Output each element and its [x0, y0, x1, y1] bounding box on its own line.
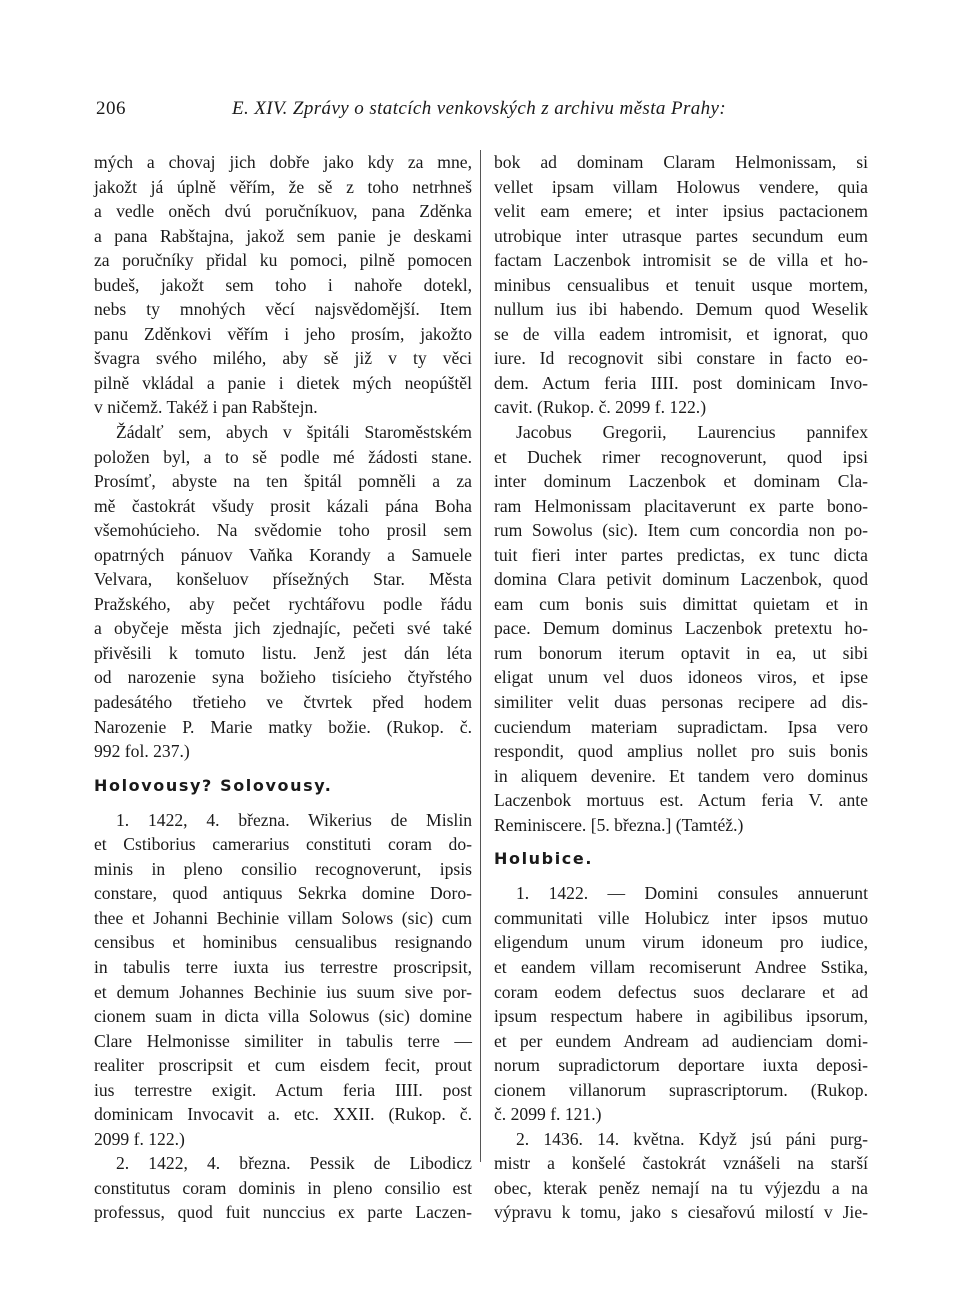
text-line: Prosímť, abyste na ten špitál pomněli a za — [94, 471, 472, 492]
text-line: Pražského, aby pečet rychtářovu podle řádu — [94, 593, 472, 614]
text-line: in aliquem devenire. Et tandem vero dominus — [494, 765, 868, 786]
text-line: rum bonorum iterum optavit in ea, ut sibi — [494, 642, 868, 663]
text-line: in tabulis terre iuxta ius terrestre proscripsit, — [94, 956, 472, 977]
text-line: mých a chovaj jich dobře jako kdy za mne, — [94, 152, 472, 172]
text-line: nullum ius ibi habendo. Demum quod Weselik — [494, 299, 868, 320]
text-line: ius terrestre exigit. Actum feria IIII. post — [94, 1079, 472, 1100]
text-line: ram Helmonissam placitaverunt ex parte bono- — [494, 495, 868, 516]
section-heading: Holovousy? Solovousy. — [94, 775, 333, 795]
text-line: švagra svého milého, aby sě již v ty věci — [94, 348, 472, 369]
text-line: výpravu k tomu, jako s ciesařovú milostí v Jie- — [494, 1202, 868, 1223]
text-line: a vedle oněch dvú poručníkuov, pana Zděnka — [94, 201, 472, 222]
text-line: Žádalť sem, abych v špitáli Staroměstském — [116, 422, 472, 443]
text-line: similiter velit duas personas recipere ad dis- — [494, 692, 868, 713]
text-line: bok ad dominam Claram Helmonissam, si — [494, 152, 868, 172]
text-line: coram eodem defectus suos declarare et ad — [494, 981, 868, 1002]
text-line: et eandem villam recomiserunt Andree Sstika, — [494, 956, 868, 977]
text-line: opatrných pánuov Vaňka Korandy a Samuele — [94, 544, 472, 565]
text-line: utrobique inter utrasque partes secundum eum — [494, 225, 868, 246]
left-column — [94, 150, 472, 1225]
text-line: thee et Johanni Bechinie villam Solows (sic) cum — [94, 907, 472, 928]
text-line: eligat unum vel duos idoneos viros, et ipse — [494, 667, 868, 688]
text-line: velit eam emere; et inter ipsius pactacionem — [494, 201, 868, 222]
text-line: pilně vkládal a panie i dietek mých neopúštěl — [94, 372, 472, 393]
text-line: tuit fieri inter partes predictas, ex tunc dicta — [494, 544, 868, 565]
text-line: Reminiscere. [5. března.] (Tamtéž.) — [494, 814, 744, 835]
text-line: minibus censualibus et tenuit usque mortem, — [494, 274, 868, 295]
text-line: vellet ipsam villam Holowus vendere, quia — [494, 176, 868, 197]
text-line: nebs ty mnohých věcí najsvědomější. Item — [94, 299, 472, 320]
text-line: norum supradictorum deportare iuxta deposi- — [494, 1055, 868, 1076]
text-line: rum Sowolus (sic). Item cum concordia non po- — [494, 520, 868, 541]
text-line: domina Clara petivit dominum Laczenbok, quod — [494, 569, 868, 590]
text-line: dem. Actum feria IIII. post dominicam Invo- — [494, 372, 868, 393]
column-divider — [480, 150, 481, 1162]
text-line: 992 fol. 237.) — [94, 741, 190, 762]
text-line: cionem villanorum suprascriptorum. (Rukop. — [494, 1079, 868, 1100]
text-line: položen byl, a to sě podle mé žádosti stane. — [94, 446, 472, 467]
text-line: et per eundem Andream ad audienciam domi- — [494, 1030, 868, 1051]
text-line: et Duchek rimer recognoverunt, quod ipsi — [494, 446, 868, 467]
text-line: censibus et hominibus censualibus resignando — [94, 932, 472, 953]
text-line: iure. Id recognovit sibi constare in facto eo- — [494, 348, 868, 369]
text-line: pace. Demum dominus Laczenbok pretextu ho- — [494, 618, 868, 639]
text-line: respondit, quod amplius nollet pro suis bonis — [494, 741, 868, 762]
text-line: mistr a konšelé častokrát vznášeli na starší — [494, 1153, 868, 1174]
text-line: cionem suam in dicta villa Solowus (sic) domine — [94, 1006, 472, 1027]
section-heading: Holubice. — [494, 849, 594, 869]
text-line: Narozenie P. Marie matky božie. (Rukop. č. — [94, 716, 472, 737]
text-line: 1. 1422, 4. března. Wikerius de Mislin — [116, 809, 472, 830]
text-line: constitutus coram dominis in pleno consilio est — [94, 1177, 472, 1198]
text-line: 2099 f. 122.) — [94, 1128, 185, 1149]
text-line: budeš, jakožt sem toho i nahoře dotekl, — [94, 274, 472, 295]
text-line: jakožt já úplně věřím, že sě z toho netrhneš — [94, 176, 472, 197]
text-line: panu Zděnkovi věřím i jeho prosím, jakožto — [94, 323, 472, 344]
text-line: cuciendum materiam supradictam. Ipsa vero — [494, 716, 868, 737]
text-line: mě častokrát všudy prosit kázali pána Boha — [94, 495, 472, 516]
text-line: Velvara, konšeluov přísežných Star. Města — [94, 569, 472, 590]
text-line: ipsum respectum habere in agibilibus ipsorum, — [494, 1006, 868, 1027]
text-line: od narozenie syna božieho tisícieho čtyřstého — [94, 667, 472, 688]
text-line: constare, quod antiquus Sekrka domine Doro- — [94, 883, 472, 904]
text-line: 2. 1422, 4. března. Pessik de Libodicz — [116, 1153, 472, 1174]
text-line: v ničemž. Takéž i pan Rabštejn. — [94, 397, 318, 418]
right-column — [494, 150, 868, 1225]
text-line: et demum Johannes Bechinie ius suum sive por- — [94, 981, 472, 1002]
text-line: minis in pleno consilio recognoverunt, ipsis — [94, 858, 472, 879]
text-line: factam Laczenbok intromisit se de villa et ho- — [494, 250, 868, 271]
text-line: Laczenbok mortuus est. Actum feria V. ante — [494, 790, 868, 811]
text-line: eligendum unum virum idoneum pro iudice, — [494, 932, 868, 953]
text-line: padesátého třetieho ve čtvrtek před hodem — [94, 692, 472, 713]
text-line: inter dominum Laczenbok et dominam Cla- — [494, 471, 868, 492]
text-line: cavit. (Rukop. č. 2099 f. 122.) — [494, 397, 707, 418]
text-line: 1. 1422. — Domini consules annuerunt — [516, 883, 868, 904]
running-title: E. XIV. Zprávy o statcích venkovských z archivu města Prahy: — [232, 98, 727, 119]
page-number: 206 — [96, 98, 126, 119]
text-line: 2. 1436. 14. května. Když jsú páni purg- — [516, 1128, 868, 1149]
text-line: Clare Helmonisse similiter in tabulis terre — — [94, 1030, 472, 1051]
text-line: Jacobus Gregorii, Laurencius pannifex — [516, 422, 868, 443]
text-line: všemohúcieho. Na svědomie toho prosil sem — [94, 520, 472, 541]
text-line: za poručníky přidal ku pomoci, pilně pomocen — [94, 250, 472, 271]
text-line: eam cum bonis suis dimittat quietam et in — [494, 593, 868, 614]
text-line: obec, kterak peněz nemají na tu výjezdu a na — [494, 1177, 868, 1198]
text-line: přivěsili k tomuto listu. Jenž jest dán léta — [94, 642, 472, 663]
text-line: professus, quod fuit nunccius ex parte Laczen- — [94, 1202, 472, 1223]
text-line: č. 2099 f. 121.) — [494, 1104, 602, 1125]
text-line: dominicam Invocavit a. etc. XXII. (Rukop. č. — [94, 1104, 472, 1125]
text-line: et Cstiborius camerarius constituti coram do- — [94, 834, 472, 855]
text-line: a pana Rabštajna, jakož sem panie je deskami — [94, 225, 472, 246]
text-line: communitati ville Holubicz inter ipsos mutuo — [494, 907, 868, 928]
running-header — [96, 98, 868, 126]
text-line: realiter proscripsit et cum eisdem fecit, prout — [94, 1055, 472, 1076]
text-line: a obyčeje města jich zjednajíc, pečeti své také — [94, 618, 472, 639]
text-line: se de villa eadem intromisit, et ignorat, quo — [494, 323, 868, 344]
